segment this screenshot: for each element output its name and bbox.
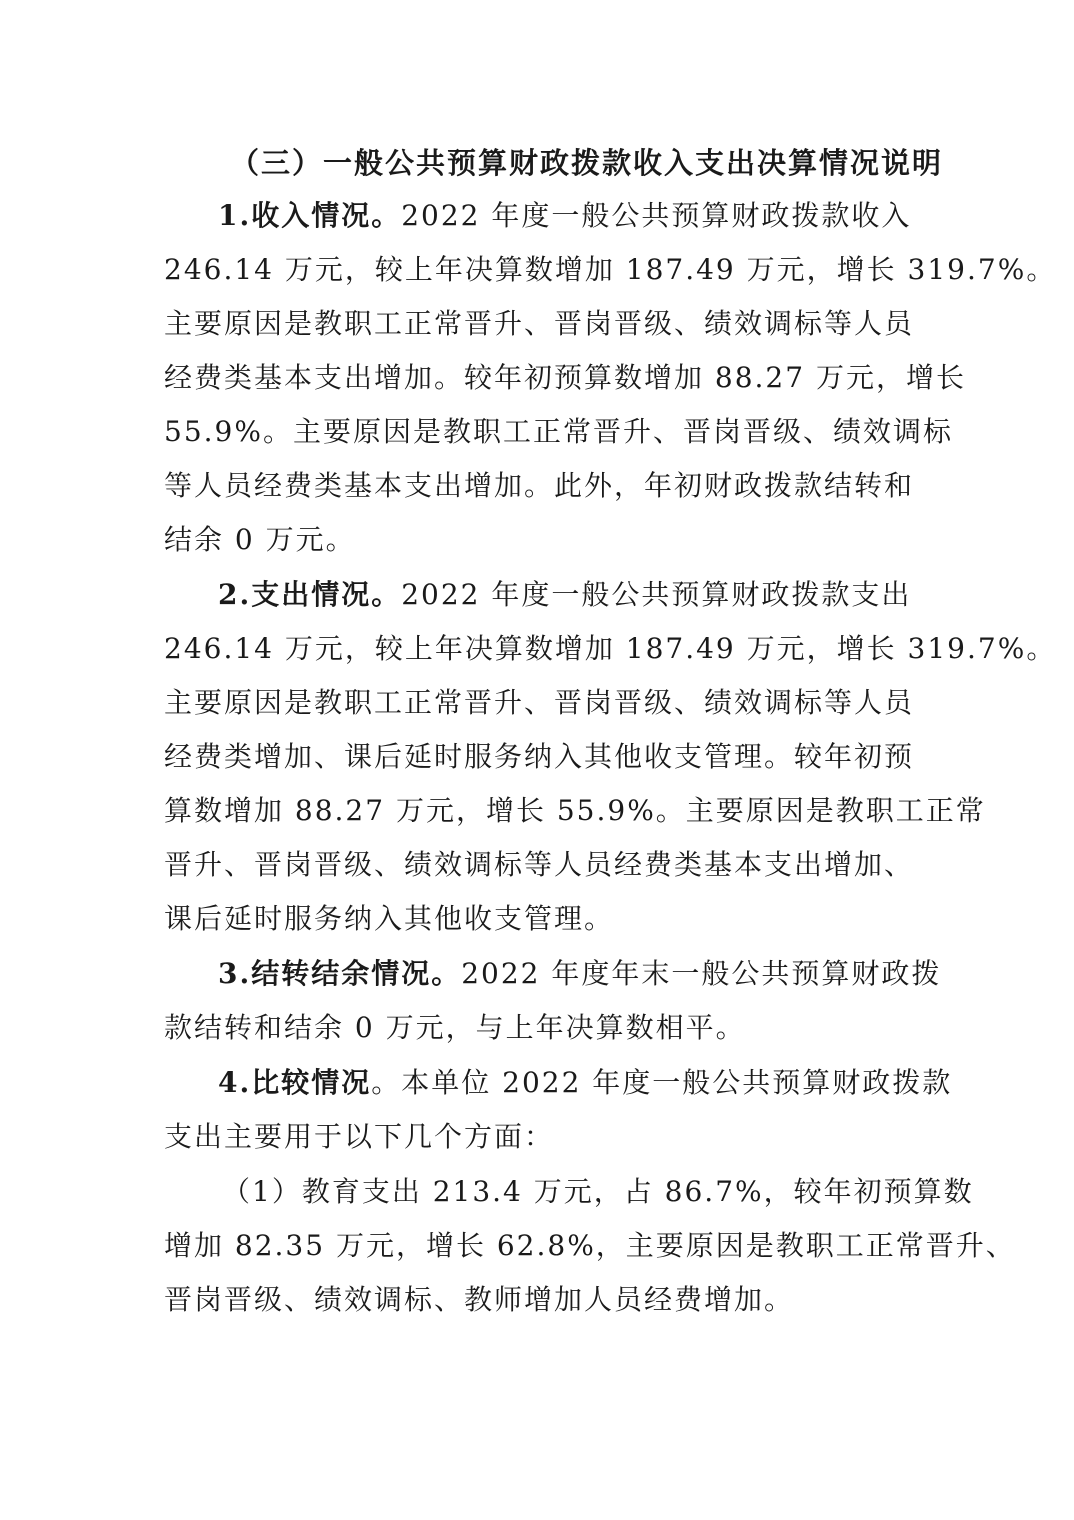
income-line-1: 1.收入情况。2022 年度一般公共预算财政拨款收入	[218, 199, 912, 232]
expense-line-1: 2.支出情况。2022 年度一般公共预算财政拨款支出	[218, 578, 912, 611]
section-heading: （三）一般公共预算财政拨款收入支出决算情况说明	[230, 146, 944, 180]
comparison-line-2: 支出主要用于以下几个方面：	[164, 1120, 555, 1153]
comparison-lead: 4.比较情况	[218, 1066, 372, 1099]
expense-line-6: 晋升、晋岗晋级、绩效调标等人员经费类基本支出增加、	[164, 848, 915, 881]
expense-line-7: 课后延时服务纳入其他收支管理。	[164, 902, 615, 935]
carryover-line-2: 款结转和结余 0 万元，与上年决算数相平。	[164, 1011, 746, 1044]
income-line-5: 55.9%。主要原因是教职工正常晋升、晋岗晋级、绩效调标	[164, 415, 953, 448]
income-line-4: 经费类基本支出增加。较年初预算数增加 88.27 万元，增长	[164, 361, 966, 394]
item1-line-1: （1）教育支出 213.4 万元，占 86.7%，较年初预算数	[222, 1175, 974, 1208]
expense-line-4: 经费类增加、课后延时服务纳入其他收支管理。较年初预	[164, 740, 915, 773]
income-line-3: 主要原因是教职工正常晋升、晋岗晋级、绩效调标等人员	[164, 307, 915, 340]
item1-line-2: 增加 82.35 万元，增长 62.8%，主要原因是教职工正常晋升、	[164, 1229, 1016, 1262]
comparison-line-1: 4.比较情况。本单位 2022 年度一般公共预算财政拨款	[218, 1066, 953, 1099]
income-line-2: 246.14 万元，较上年决算数增加 187.49 万元，增长 319.7%。	[164, 253, 1057, 286]
income-lead: 1.收入情况。	[218, 199, 402, 232]
income-line-7: 结余 0 万元。	[164, 523, 356, 556]
expense-line-2: 246.14 万元，较上年决算数增加 187.49 万元，增长 319.7%。	[164, 632, 1057, 665]
expense-line-3: 主要原因是教职工正常晋升、晋岗晋级、绩效调标等人员	[164, 686, 915, 719]
expense-lead: 2.支出情况。	[218, 578, 402, 611]
item1-line-3: 晋岗晋级、绩效调标、教师增加人员经费增加。	[164, 1283, 795, 1316]
expense-line-5: 算数增加 88.27 万元，增长 55.9%。主要原因是教职工正常	[164, 794, 986, 827]
carryover-lead: 3.结转结余情况。	[218, 957, 462, 990]
carryover-line-1: 3.结转结余情况。2022 年度年末一般公共预算财政拨	[218, 957, 942, 990]
income-line-6: 等人员经费类基本支出增加。此外，年初财政拨款结转和	[164, 469, 915, 502]
